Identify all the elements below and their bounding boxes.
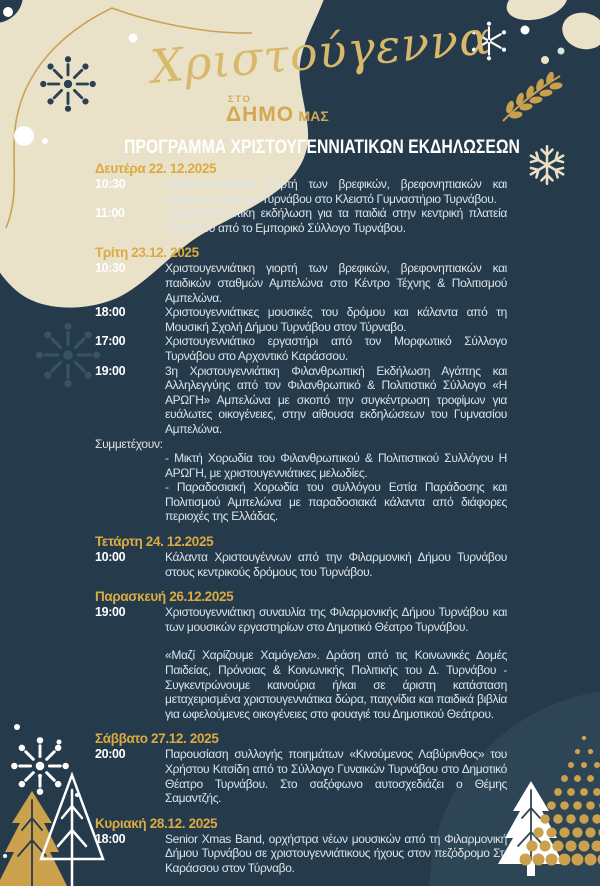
event-row bbox=[95, 832, 507, 876]
event-text: «Μαζί Χαρίζουμε Χαμόγελα». Δράση από τις Κοινωνικές Δομές Παιδείας, Πρόνοιας & Κοινωνικής Πολιτικής του Δ. Τυρνάβου - Συγκεντρώνουμε καινούρια ή/και σε άριστη κατάσταση μεταχειρισμένα χριστουγεννιάτικα δώρα, παιχνίδια και παιδικά βιβλία για ωφελούμενες οικογένειες στο φουαγιέ του Δημοτικού Θεάτρου. bbox=[165, 648, 507, 721]
event-time: 17:00 bbox=[95, 334, 126, 349]
note-item bbox=[95, 451, 507, 480]
event-text: Παρουσίαση συλλογής ποιημάτων «Κινούμενος Λαβύρινθος» του Χρήστου Κιτσίδη από το Σύλλογο Γυναικών Τυρνάβου στο Δημοτικό Θέατρο Τυρνάβου. Στο σαξόφωνο αυτοσχεδιάζει ο Θέμης Σαμαντζής. bbox=[165, 747, 507, 806]
white-dot bbox=[521, 26, 530, 35]
event-time: 19:00 bbox=[95, 605, 126, 620]
cream-blob bbox=[558, 8, 600, 55]
event-row bbox=[95, 206, 507, 235]
snowflake-crystal-icon bbox=[528, 146, 566, 183]
gold-tree-icon bbox=[0, 791, 67, 886]
schedule-section bbox=[95, 816, 507, 876]
white-dot bbox=[14, 126, 34, 146]
event-row bbox=[95, 305, 507, 334]
snowflake-burst-icon bbox=[36, 323, 100, 387]
event-text: - Μικτή Χορωδία του Φιλανθρωπικού & Πολιτιστικού Συλλόγου Η ΑΡΩΓΗ, με χριστουγεννιάτικες μελωδίες. bbox=[165, 451, 507, 480]
program-heading: ΠΡΟΓΡΑΜΜΑ ΧΡΙΣΤΟΥΓΕΝΝΙΑΤΙΚΩΝ ΕΚΔΗΛΩΣΕΩΝ bbox=[124, 137, 520, 158]
cream-blob bbox=[503, 0, 571, 26]
event-time: 10:30 bbox=[95, 177, 126, 191]
date-heading: Δευτέρα 22. 12.2025 bbox=[95, 161, 217, 176]
schedule-section bbox=[95, 161, 507, 235]
event-text: - Παραδοσιακή Χορωδία του συλλόγου Εστία Παράδοσης και Πολιτισμού Αμπελώνα με παραδοσιακά κάλαντα από διάφορες περιοχές της Ελλάδας. bbox=[165, 480, 507, 524]
white-dot bbox=[38, 774, 42, 778]
snowflake-burst-icon bbox=[40, 56, 96, 112]
subtitle-mas: ΜΑΣ bbox=[298, 108, 329, 125]
event-time: 19:00 bbox=[95, 363, 126, 378]
event-row bbox=[95, 747, 507, 805]
date-heading: Σάββατο 27.12. 2025 bbox=[95, 731, 219, 747]
white-dot bbox=[129, 34, 138, 43]
white-dot bbox=[3, 7, 13, 17]
event-time bbox=[95, 451, 165, 480]
event-time: 18:00 bbox=[95, 831, 126, 846]
event-time bbox=[95, 480, 165, 524]
event-text: Χριστουγεννιάτικες μουσικές του δρόμου και κάλαντα από τη Μουσική Σχολή Δήμου Τυρνάβου στον Τύρναβο. bbox=[165, 305, 507, 334]
event-time: 20:00 bbox=[95, 747, 126, 762]
date-heading: Τρίτη 23.12. 2025 bbox=[95, 245, 199, 261]
event-time bbox=[95, 648, 165, 721]
event-text: Χριστουγεννιάτικη γιορτή των βρεφικών, βρεφονηπιακών και παιδικών σταθμών Αμπελώνα στο Κέντρο Τέχνης & Πολιτισμού Αμπελώνα. bbox=[165, 261, 507, 305]
event-text: Κάλαντα Χριστουγέννων από την Φιλαρμονική Δήμου Τυρνάβου στους κεντρικούς δρόμους του Τυρνάβου. bbox=[165, 550, 507, 579]
event-time: 18:00 bbox=[95, 305, 126, 320]
subtitle-dimo: ΔΗΜΟ bbox=[226, 103, 295, 127]
event-row bbox=[95, 605, 507, 634]
event-row bbox=[95, 177, 507, 206]
event-text: Senior Xmas Band, ορχήστρα νέων μουσικών από τη Φιλαρμονική Δήμου Τυρνάβου σε χριστουγεννιάτικους ήχους στον πεζόδρομο Στ. Καράσσου στον Τύρναβο. bbox=[165, 831, 507, 875]
extra-paragraph bbox=[95, 648, 507, 721]
schedule-section bbox=[95, 589, 507, 721]
schedule-section bbox=[95, 245, 507, 524]
note-item bbox=[95, 480, 507, 524]
event-time: 11:00 bbox=[95, 206, 125, 221]
event-text: Χριστουγεννιάτικο εργαστήρι από τον Μορφωτικό Σύλλογο Τυρνάβου στο Αρχοντικό Καράσσου. bbox=[165, 334, 507, 363]
poster-subtitle bbox=[226, 95, 329, 126]
event-row bbox=[95, 550, 507, 579]
white-dot bbox=[57, 740, 62, 745]
snowflake-burst-icon bbox=[11, 737, 69, 795]
leaf-branch-icon bbox=[503, 71, 563, 121]
event-time: 10:30 bbox=[95, 261, 126, 276]
event-time: 10:00 bbox=[95, 550, 126, 565]
date-heading: Κυριακή 28.12. 2025 bbox=[95, 815, 218, 831]
event-row bbox=[95, 334, 507, 363]
event-text: 3η Χριστουγεννιάτικη Φιλανθρωπική Εκδήλωση Αγάπης και Αλληλεγγύης από τον Φιλανθρωπικό & Πολιτιστικό Σύλλογο «Η ΑΡΩΓΗ» Αμπελώνα με σκοπό την συγκέντρωση τροφίμων για ευάλωτες οικογένειες, στην αίθουσα εκδηλώσεων του Γυμνασίου Αμπελώνα. bbox=[165, 363, 507, 436]
event-row bbox=[95, 364, 507, 437]
date-heading: Τετάρτη 24. 12.2025 bbox=[95, 534, 214, 550]
date-heading: Παρασκευή 26.12.2025 bbox=[95, 589, 234, 605]
white-dot bbox=[42, 138, 48, 144]
white-dot bbox=[14, 724, 20, 730]
subtitle-sto: ΣΤΟ bbox=[228, 94, 252, 104]
event-text: Χριστουγεννιάτικη συναυλία της Φιλαρμονικής Δήμου Τυρνάβου και των μουσικών εργαστηρίων στο Δημοτικό Θέατρο Τυρνάβου. bbox=[165, 605, 507, 634]
note-label: Συμμετέχουν: bbox=[95, 436, 163, 451]
event-row bbox=[95, 261, 507, 305]
schedule-section bbox=[95, 731, 507, 805]
schedule bbox=[95, 161, 507, 886]
event-text: Χριστουγεννιάτικη εκδήλωση για τα παιδιά στην κεντρική πλατεία Τυρνάβου από το Εμπορικό Σύλλογο Τυρνάβου. bbox=[165, 206, 507, 235]
poster-title: Χριστούγεννα bbox=[148, 10, 494, 94]
schedule-section bbox=[95, 534, 507, 579]
mint-dot bbox=[558, 48, 565, 55]
white-dot bbox=[3, 854, 7, 858]
event-text: Χριστουγεννιάτικη γιορτή των βρεφικών, βρεφονηπιακών και παιδικών σταθμών Τυρνάβου στο Κλειστό Γυμναστήριο Τυρνάβου. bbox=[165, 177, 507, 206]
cream-dot bbox=[541, 56, 549, 64]
